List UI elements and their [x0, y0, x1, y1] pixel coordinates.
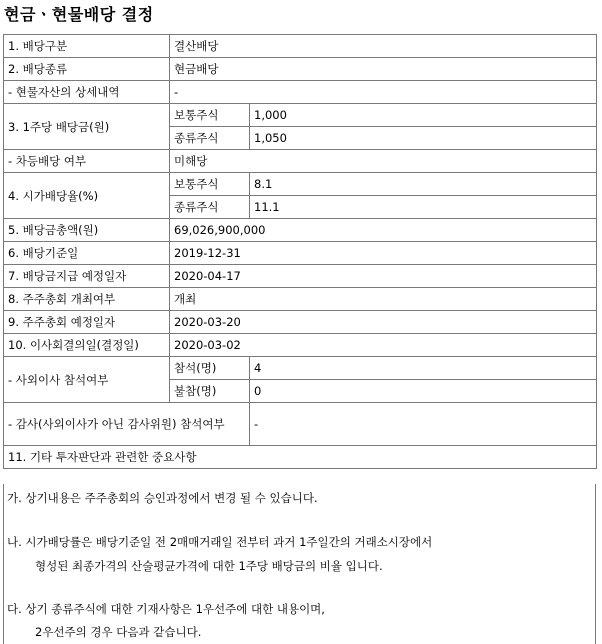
note-ga: 가. 상기내용은 주주총회의 승인과정에서 변경 될 수 있습니다.: [7, 491, 318, 505]
row-value: 69,026,900,000: [170, 219, 597, 242]
row-value: 2020-03-20: [170, 311, 597, 334]
row-value: 개최: [170, 288, 597, 311]
table-row: [4, 288, 597, 311]
table-row: [4, 35, 597, 58]
note-na-line2: 형성된 최종가격의 산술평균가격에 대한 1주당 배당금의 비율 입니다.: [35, 559, 383, 573]
table-row: [4, 150, 597, 173]
row-value: 8.1: [250, 173, 597, 196]
row-value: 1,000: [250, 104, 597, 127]
section-heading: 11. 기타 투자판단과 관련한 중요사항: [4, 446, 597, 469]
row-label: 1. 배당구분: [4, 35, 170, 58]
table-row: [4, 403, 597, 446]
row-label: 9. 주주총회 예정일자: [4, 311, 170, 334]
row-label: 6. 배당기준일: [4, 242, 170, 265]
row-value: 4: [250, 357, 597, 380]
row-value: 0: [250, 380, 597, 403]
table-row: [4, 219, 597, 242]
table-row: [4, 104, 597, 127]
note-da-line2: 2우선주의 경우 다음과 같습니다.: [35, 625, 202, 639]
row-value: 미해당: [170, 150, 597, 173]
table-row: [4, 265, 597, 288]
sub-label: 종류주식: [170, 196, 250, 219]
table-row: [4, 357, 597, 380]
sub-label: 보통주식: [170, 104, 250, 127]
row-value: 2020-04-17: [170, 265, 597, 288]
row-label: 5. 배당금총액(원): [4, 219, 170, 242]
row-label: 4. 시가배당율(%): [4, 173, 170, 219]
page-title: 현금ㆍ현물배당 결정: [4, 5, 154, 24]
table-row: [4, 81, 597, 104]
table-row: [4, 58, 597, 81]
row-label: 2. 배당종류: [4, 58, 170, 81]
row-label: 8. 주주총회 개최여부: [4, 288, 170, 311]
sub-label: 종류주식: [170, 127, 250, 150]
row-value: 2020-03-02: [170, 334, 597, 357]
sub-label: 보통주식: [170, 173, 250, 196]
note-da-line1: 다. 상기 종류주식에 대한 기재사항은 1우선주에 대한 내용이며,: [7, 602, 325, 616]
table-row: [4, 173, 597, 196]
row-value: 11.1: [250, 196, 597, 219]
table-row: [4, 446, 597, 469]
table-row: [4, 311, 597, 334]
row-value: -: [170, 81, 597, 104]
sub-label: 참석(명): [170, 357, 250, 380]
row-label: - 현물자산의 상세내역: [4, 81, 170, 104]
notes-section: [3, 484, 596, 644]
row-label: 7. 배당금지급 예정일자: [4, 265, 170, 288]
note-na-line1: 나. 시가배당률은 배당기준일 전 2매매거래일 전부터 과거 1주일간의 거래소시장에서: [7, 535, 433, 549]
table-row: [4, 334, 597, 357]
row-label: - 사외이사 참석여부: [4, 357, 170, 403]
table-row: [4, 242, 597, 265]
row-value: 현금배당: [170, 58, 597, 81]
dividend-table: [3, 34, 597, 469]
row-label: 3. 1주당 배당금(원): [4, 104, 170, 150]
sub-label: 불참(명): [170, 380, 250, 403]
row-label: - 차등배당 여부: [4, 150, 170, 173]
row-value: 결산배당: [170, 35, 597, 58]
row-value: 2019-12-31: [170, 242, 597, 265]
row-label: - 감사(사외이사가 아닌 감사위원) 참석여부: [4, 403, 250, 446]
row-value: -: [250, 403, 597, 446]
row-label: 10. 이사회결의일(결정일): [4, 334, 170, 357]
row-value: 1,050: [250, 127, 597, 150]
